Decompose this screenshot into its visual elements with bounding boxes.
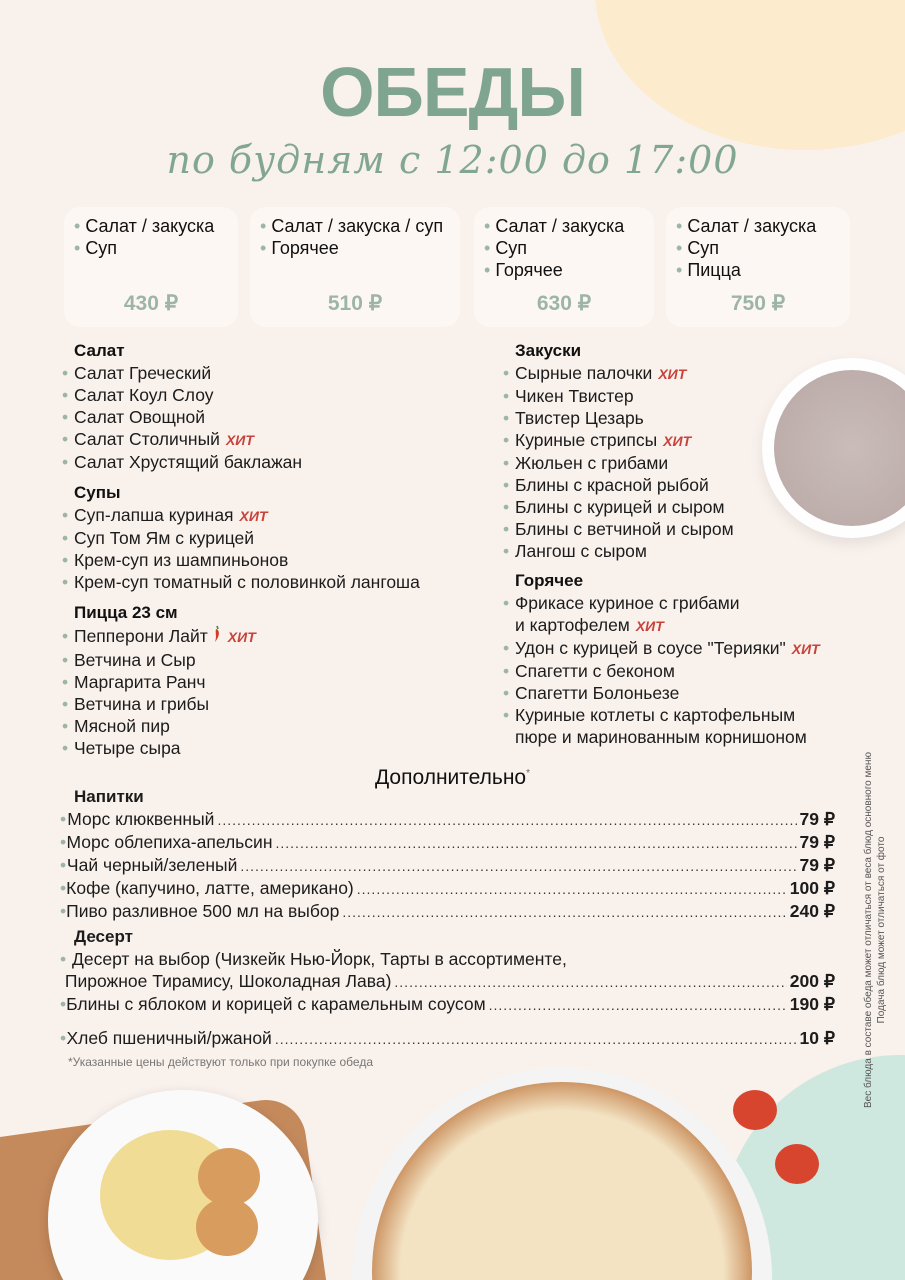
- disclaimer: [862, 720, 888, 1140]
- menu-item: • Пепперони Лайт ХИТ: [62, 624, 256, 649]
- combo-item: • Салат / закуска: [484, 215, 644, 237]
- price: 100 ₽: [789, 878, 835, 898]
- pizza-image: [372, 1082, 752, 1280]
- extra-section-title: Дополнительно*: [374, 766, 531, 789]
- footnote: *Указанные цены действуют только при покупке обеда: [68, 1055, 373, 1069]
- menu-item: • Куриные котлеты с картофельным: [503, 705, 796, 725]
- menu-item: • Сырные палочки ХИТ: [503, 363, 687, 383]
- menu-item-continued: пюре и маринованным корнишоном: [515, 727, 807, 747]
- combo-card[interactable]: [64, 207, 238, 327]
- page-title: ОБЕДЫ: [320, 53, 585, 131]
- combo-item: • Горячее: [484, 259, 644, 281]
- disclaimer-line: Вес блюда в составе обеда может отличаться от веса блюд основного меню: [863, 752, 874, 1108]
- cutlet: [196, 1198, 258, 1256]
- chili-pepper-icon: [212, 624, 222, 649]
- soup-bowl-image: [762, 358, 905, 538]
- section-soups: [62, 482, 420, 593]
- hit-badge: ХИТ: [239, 508, 268, 524]
- section-title: Закуски: [515, 341, 582, 360]
- price: 10 ₽: [799, 1028, 835, 1048]
- price-row: • Пиво разливное 500 мл на выбор ..... 240 ₽: [60, 900, 835, 923]
- combo-price: 630 ₽: [536, 292, 592, 315]
- menu-item: • Маргарита Ранч: [62, 672, 206, 692]
- tomato-image: [775, 1144, 819, 1184]
- section-title: Пицца 23 см: [74, 603, 178, 622]
- combo-card[interactable]: [666, 207, 850, 327]
- combo-price: 430 ₽: [123, 292, 179, 315]
- combo-card[interactable]: [250, 207, 460, 327]
- menu-item: • Твистер Цезарь: [503, 408, 644, 428]
- section-dessert: [60, 926, 835, 1016]
- menu-item: • Ветчина и грибы: [62, 694, 210, 714]
- menu-item: • Ветчина и Сыр: [62, 650, 196, 670]
- hit-badge: ХИТ: [225, 432, 254, 448]
- menu-item: • Суп-лапша куриная ХИТ: [62, 505, 268, 525]
- price-row: • Морс клюквенный ..... 79 ₽: [60, 808, 835, 831]
- price-row: • Хлеб пшеничный/ржаной ..... 10 ₽: [60, 1027, 835, 1050]
- menu-item: • Блины с ветчиной и сыром: [503, 519, 734, 539]
- menu-item: • Блины с курицей и сыром: [503, 497, 725, 517]
- price-row-line: • Десерт на выбор (Чизкейк Нью-Йорк, Тарты в ассортименте,: [60, 949, 567, 969]
- menu-item: • Крем-суп томатный с половинкой лангоша: [62, 572, 420, 592]
- section-hot: [503, 570, 820, 748]
- menu-item: • Четыре сыра: [62, 738, 181, 758]
- price: 190 ₽: [789, 994, 835, 1014]
- menu-item-continued: и картофелем ХИТ: [515, 615, 664, 635]
- section-drinks: [60, 786, 835, 923]
- hit-badge: ХИТ: [635, 618, 664, 634]
- combo-item: • Суп: [484, 237, 644, 259]
- combo-item: • Пицца: [676, 259, 840, 281]
- section-title: Десерт: [74, 927, 133, 946]
- section-title: Горячее: [515, 571, 584, 590]
- section-bread: [60, 1027, 835, 1050]
- hit-badge: ХИТ: [663, 433, 692, 449]
- price: 200 ₽: [789, 971, 835, 991]
- disclaimer-line: Подача блюд может отличаться от фото: [876, 836, 887, 1024]
- section-salad: [62, 340, 302, 473]
- hit-badge: ХИТ: [227, 629, 256, 645]
- hit-badge: ХИТ: [791, 641, 820, 657]
- menu-item: • Мясной пир: [62, 716, 170, 736]
- combo-item: • Суп: [74, 237, 228, 259]
- price-row: • Кофе (капучино, латте, американо) ..... 100 ₽: [60, 877, 835, 900]
- combo-price: 750 ₽: [730, 292, 786, 315]
- price: 79 ₽: [799, 832, 835, 852]
- combo-item: • Суп: [676, 237, 840, 259]
- section-pizza: [62, 602, 256, 759]
- section-title: Напитки: [74, 787, 144, 806]
- menu-item: • Чикен Твистер: [503, 386, 634, 406]
- menu-item: • Суп Том Ям с курицей: [62, 528, 255, 548]
- menu-item: • Удон с курицей в соусе "Терияки" ХИТ: [503, 638, 820, 658]
- menu-item: • Салат Столичный ХИТ: [62, 429, 254, 449]
- combo-item: • Салат / закуска: [676, 215, 840, 237]
- menu-item: • Фрикасе куриное с грибами: [503, 593, 740, 613]
- price-row: • Морс облепиха-апельсин ..... 79 ₽: [60, 831, 835, 854]
- menu-item: • Салат Коул Слоу: [62, 385, 214, 405]
- menu-item: • Крем-суп из шампиньонов: [62, 550, 289, 570]
- section-title: Салат: [74, 341, 125, 360]
- menu-item: • Лангош с сыром: [503, 541, 647, 561]
- menu-item: • Спагетти с беконом: [503, 661, 675, 681]
- price: 79 ₽: [799, 855, 835, 875]
- combo-price: 510 ₽: [327, 292, 383, 315]
- combo-item: • Салат / закуска: [74, 215, 228, 237]
- section-snacks: [503, 340, 734, 562]
- page-subtitle: по будням с 12:00 до 17:00: [166, 138, 739, 182]
- price: 240 ₽: [789, 901, 835, 921]
- menu-item: • Салат Греческий: [62, 363, 212, 383]
- combo-card[interactable]: [474, 207, 654, 327]
- hit-badge: ХИТ: [658, 366, 687, 382]
- menu-item: • Блины с красной рыбой: [503, 475, 709, 495]
- price: 79 ₽: [799, 809, 835, 829]
- combo-item: • Салат / закуска / суп: [260, 215, 450, 237]
- price-row: • Блины с яблоком и корицей с карамельным соусом ..... 190 ₽: [60, 993, 835, 1016]
- price-row: • Чай черный/зеленый ..... 79 ₽: [60, 854, 835, 877]
- menu-item: • Салат Хрустящий баклажан: [62, 452, 303, 472]
- combo-item: • Горячее: [260, 237, 450, 259]
- menu-item: • Спагетти Болоньезе: [503, 683, 680, 703]
- menu-item: • Салат Овощной: [62, 407, 206, 427]
- price-row: Пирожное Тирамису, Шоколадная Лава) ..... 200 ₽: [60, 970, 835, 993]
- section-title: Супы: [74, 483, 121, 502]
- tomato-image: [733, 1090, 777, 1130]
- menu-item: • Жюльен с грибами: [503, 453, 669, 473]
- menu-item: • Куриные стрипсы ХИТ: [503, 430, 692, 450]
